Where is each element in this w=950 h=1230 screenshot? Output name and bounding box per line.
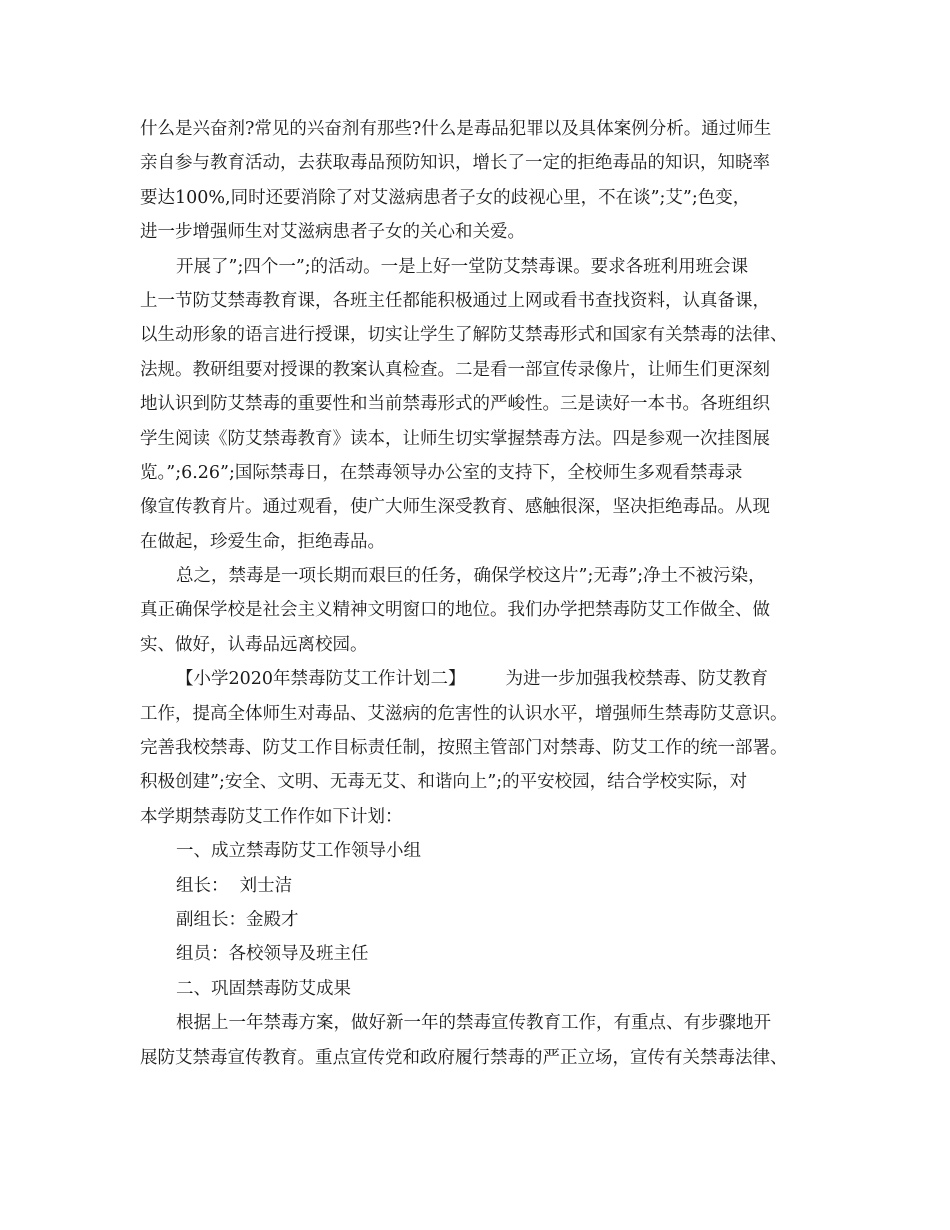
text-line: 实、做好，认毒品远离校园。 — [140, 634, 368, 655]
text-line: 地认识到防艾禁毒的重要性和当前禁毒形式的严峻性。三是读好一本书。各班组织 — [140, 394, 770, 415]
text-line: 工作，提高全体师生对毒品、艾滋病的危害性的认识水平，增强师生禁毒防艾意识。 — [140, 703, 788, 724]
text-line: 根据上一年禁毒方案，做好新一年的禁毒宣传教育工作，有重点、有步骤地开 — [176, 1013, 771, 1034]
section-heading: 一、成立禁毒防艾工作领导小组 — [176, 841, 421, 862]
document-body — [140, 112, 820, 1075]
leader-line: 组长： 刘士洁 — [176, 875, 293, 896]
text-line: 什么是兴奋剂?常见的兴奋剂有那些?什么是毒品犯罪以及具体案例分析。通过师生 — [140, 119, 772, 139]
text-line: 学生阅读《防艾禁毒教育》读本，让师生切实掌握禁毒方法。四是参观一次挂图展 — [140, 428, 770, 449]
text-line: 本学期禁毒防艾工作作如下计划： — [140, 806, 403, 827]
text-line: 总之，禁毒是一项长期而艰巨的任务，确保学校这片”;无毒”;净土不被污染， — [176, 566, 766, 587]
text-line: 积极创建”;安全、文明、无毒无艾、和谐向上”;的平安校园，结合学校实际，对 — [140, 772, 748, 793]
text-line: 亲自参与教育活动，去获取毒品预防知识，增长了一定的拒绝毒品的知识，知晓率 — [140, 153, 770, 174]
text-line: 览。”;6.26”;国际禁毒日，在禁毒领导办公室的支持下，全校师生多观看禁毒录 — [140, 462, 743, 483]
text-line: 要达100%,同时还要消除了对艾滋病患者子女的歧视心里，不在谈”;艾”;色变， — [140, 187, 751, 208]
section-heading: 二、巩固禁毒防艾成果 — [176, 978, 351, 999]
text-line: 在做起，珍爱生命，拒绝毒品。 — [140, 531, 385, 552]
text-line: 真正确保学校是社会主义精神文明窗口的地位。我们办学把禁毒防艾工作做全、做 — [140, 600, 770, 621]
members-line: 组员：各校领导及班主任 — [176, 944, 369, 965]
text-line: 上一节防艾禁毒教育课，各班主任都能积极通过上网或看书查找资料，认真备课， — [140, 290, 770, 311]
text-line: 法规。教研组要对授课的教案认真检查。二是看一部宣传录像片，让师生们更深刻 — [140, 359, 770, 380]
deputy-leader-line: 副组长：金殿才 — [176, 909, 299, 930]
text-line: 开展了”;四个一”;的活动。一是上好一堂防艾禁毒课。要求各班利用班会课 — [176, 256, 749, 277]
text-line: 以生动形象的语言进行授课，切实让学生了解防艾禁毒形式和国家有关禁毒的法律、 — [140, 325, 788, 346]
plan-title: 【小学2020年禁毒防艾工作计划二】 — [176, 669, 466, 690]
section-heading-line — [140, 662, 820, 696]
text-line: 完善我校禁毒、防艾工作目标责任制，按照主管部门对禁毒、防艾工作的统一部署。 — [140, 738, 788, 759]
text-line-continued: 为进一步加强我校禁毒、防艾教育 — [505, 669, 769, 690]
text-line: 进一步增强师生对艾滋病患者子女的关心和关爱。 — [140, 222, 525, 243]
text-line: 像宣传教育片。通过观看，使广大师生深受教育、感触很深，坚决拒绝毒品。从现 — [140, 497, 770, 518]
text-line: 展防艾禁毒宣传教育。重点宣传党和政府履行禁毒的严正立场，宣传有关禁毒法律、 — [140, 1047, 788, 1068]
